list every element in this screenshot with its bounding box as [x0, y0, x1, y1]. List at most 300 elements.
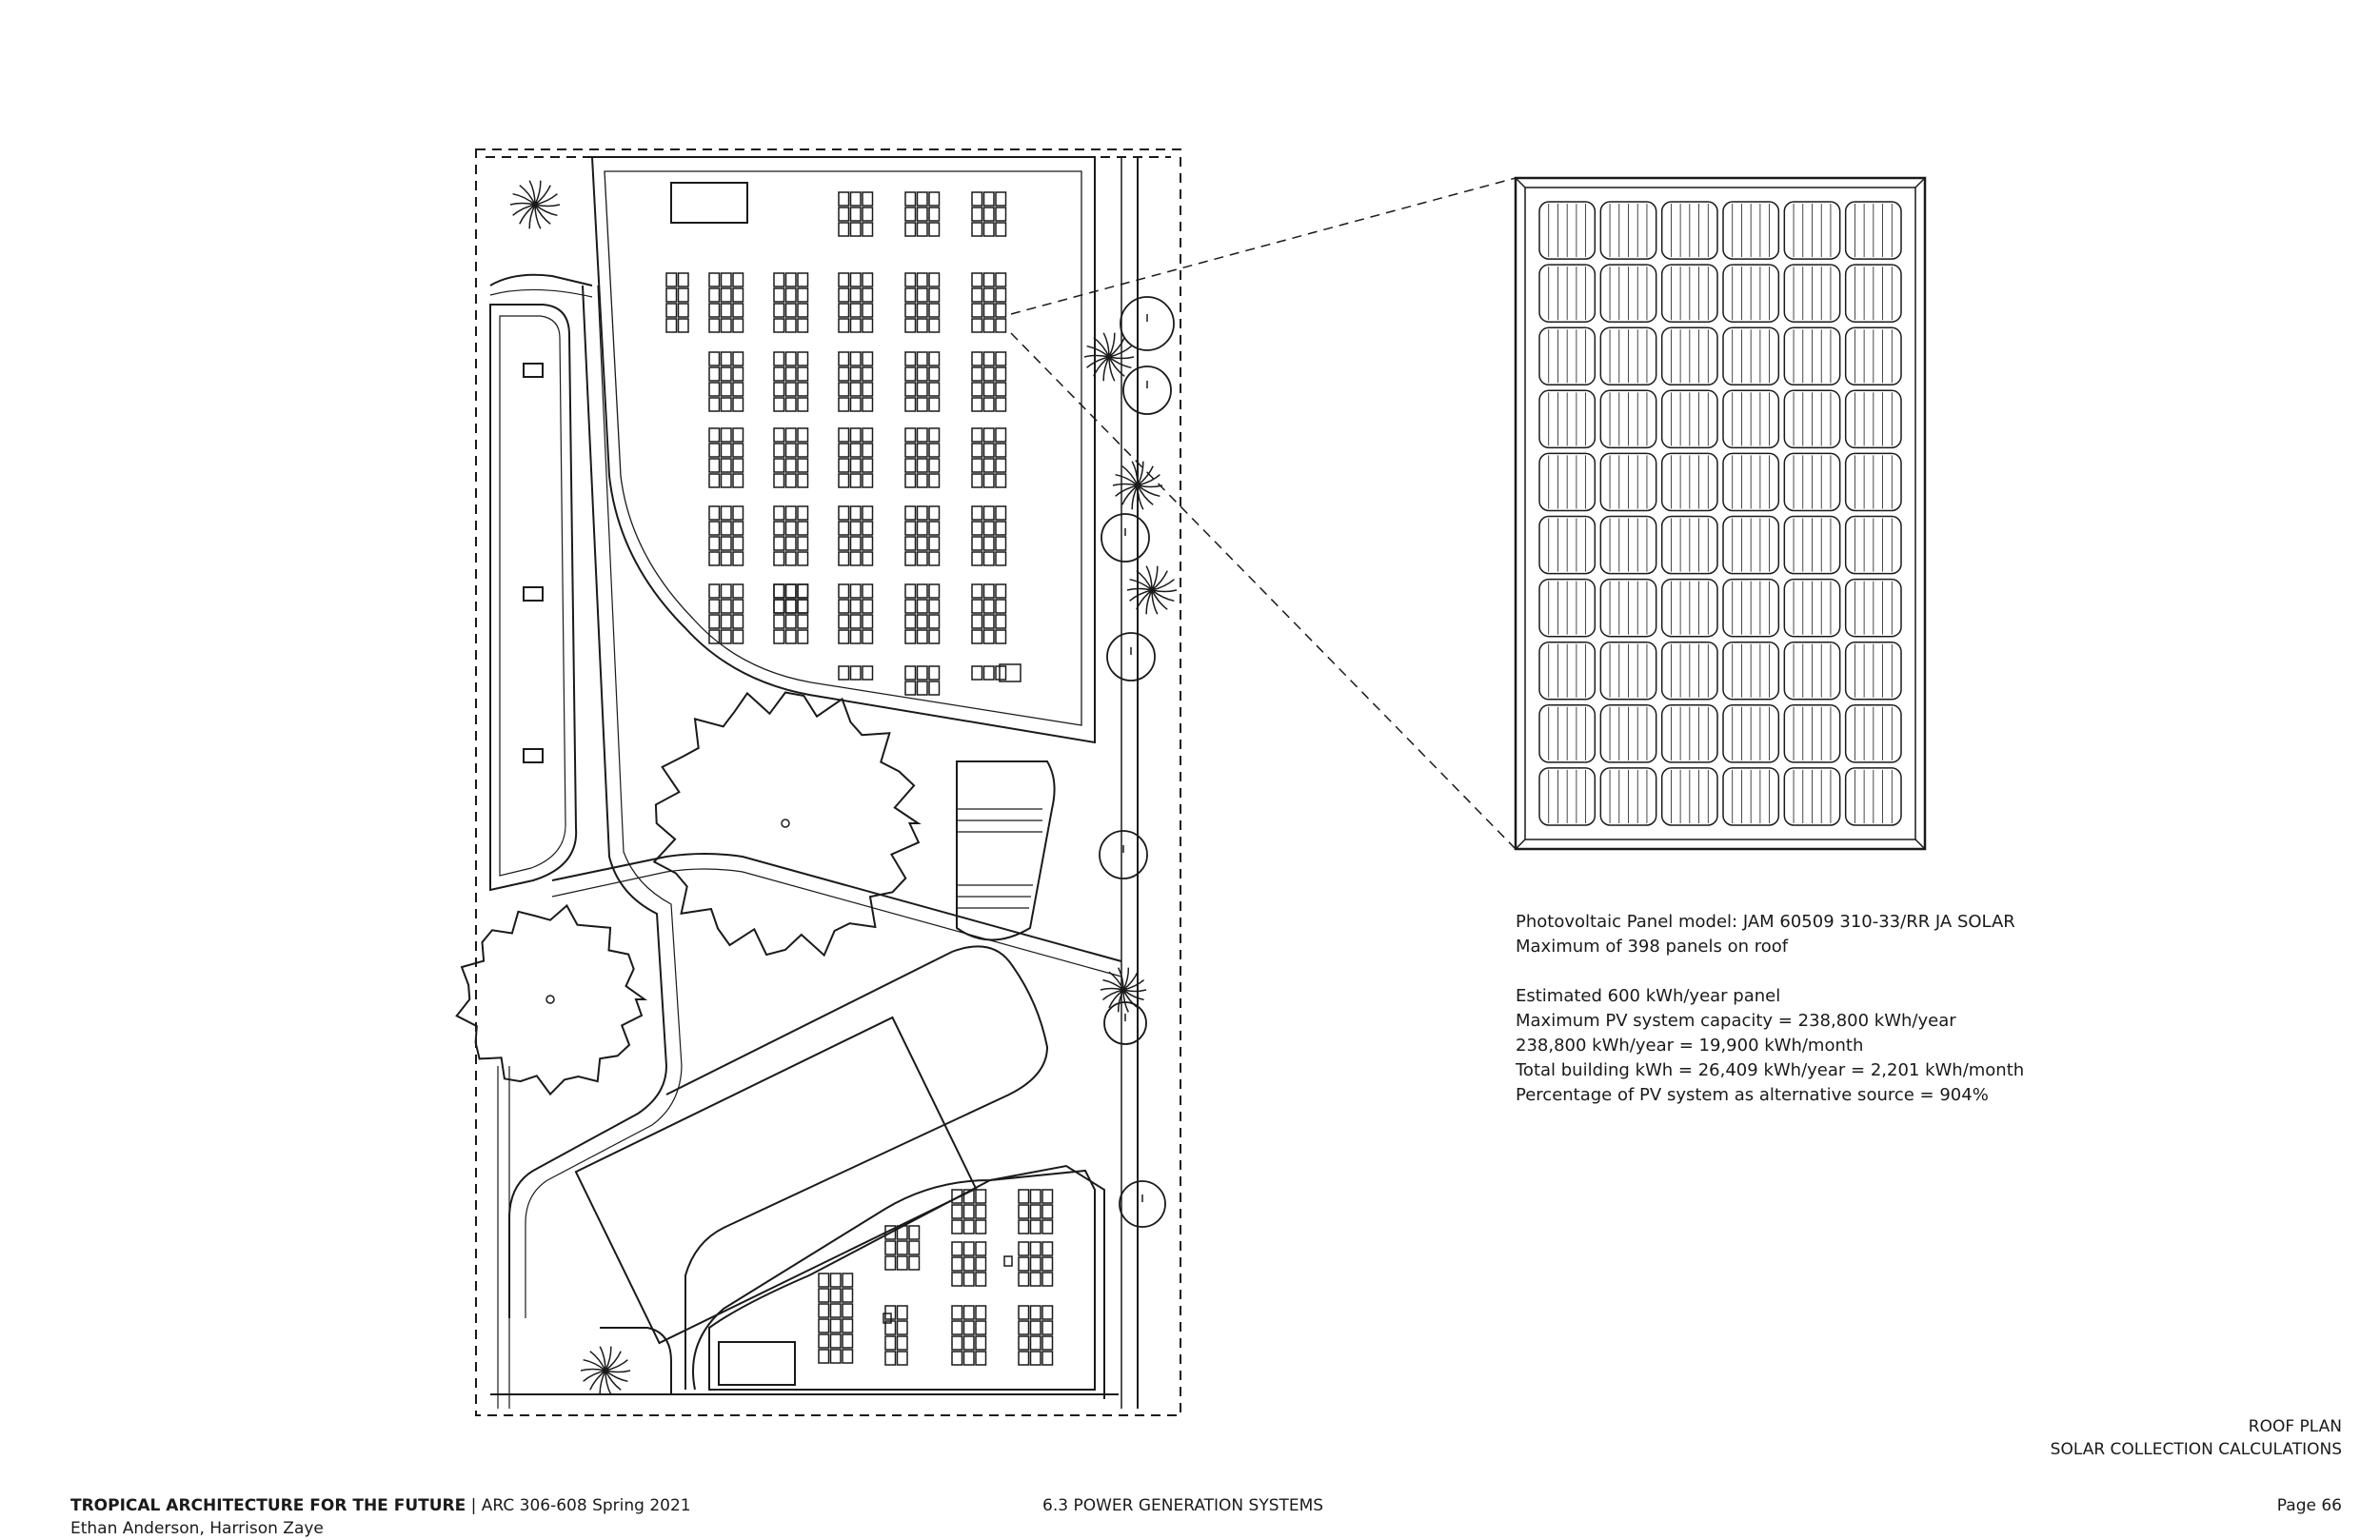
- roof-pv-panel: [839, 428, 849, 442]
- roof-pv-panel: [798, 615, 808, 628]
- roof-pv-panel: [798, 428, 808, 442]
- roof-pv-panel: [798, 506, 808, 520]
- roof-pv-panel: [929, 630, 940, 643]
- roof-pv-panel: [851, 288, 862, 302]
- roof-pv-panel: [722, 537, 732, 550]
- roof-pv-panel: [1019, 1242, 1029, 1255]
- roof-pv-panel: [786, 319, 797, 332]
- roof-pv-panel: [733, 537, 744, 550]
- roof-pv-panel: [918, 459, 928, 472]
- roof-pv-panel: [733, 398, 744, 411]
- roof-pv-panel: [786, 522, 797, 535]
- roof-pv-panel: [786, 367, 797, 381]
- roof-pv-panel: [905, 600, 916, 613]
- roof-pv-panel: [839, 192, 849, 206]
- palm-frond: [1084, 355, 1109, 357]
- path-west-curve: [509, 286, 666, 1318]
- roof-pv-panel: [929, 367, 940, 381]
- roof-pv-panel: [929, 383, 940, 396]
- roof-pv-panel: [851, 615, 862, 628]
- roof-pv-panel: [798, 304, 808, 317]
- roof-pv-panel: [996, 192, 1006, 206]
- roof-pv-panel: [851, 398, 862, 411]
- path-center: [666, 946, 1047, 1390]
- roof-pv-panel: [831, 1350, 842, 1363]
- roof-pv-panel: [905, 207, 916, 221]
- path-diagonal-inner: [552, 869, 1121, 977]
- skylight-3: [524, 749, 543, 762]
- roof-pv-panel: [786, 273, 797, 286]
- roof-pv-panel: [863, 630, 873, 643]
- roof-pv-panel: [733, 319, 744, 332]
- roof-pv-panel: [774, 506, 784, 520]
- roof-pv-panel: [972, 459, 982, 472]
- roof-pv-panel: [863, 537, 873, 550]
- main-roof-outline: [592, 157, 1095, 742]
- roof-pv-panel: [952, 1220, 962, 1234]
- roof-pv-panel: [863, 459, 873, 472]
- palm-frond: [1113, 484, 1138, 485]
- roof-pv-panel: [929, 304, 940, 317]
- northwest-walkway: [490, 275, 592, 286]
- spec-capacity: Maximum PV system capacity = 238,800 kWh/year: [1516, 1011, 1956, 1031]
- roof-pv-panel: [905, 537, 916, 550]
- roof-pv-panel: [798, 552, 808, 565]
- roof-pv-panel: [679, 319, 689, 332]
- roof-pv-panel: [918, 304, 928, 317]
- roof-pv-panel: [709, 522, 720, 535]
- roof-pv-panel: [984, 474, 995, 487]
- roof-pv-panel: [786, 288, 797, 302]
- roof-pv-panel: [996, 444, 1006, 457]
- roof-pv-panel: [733, 352, 744, 365]
- roof-pv-panel: [851, 192, 862, 206]
- roof-pv-panel: [786, 459, 797, 472]
- roof-pv-panel: [1031, 1205, 1041, 1218]
- roof-pv-panel: [863, 273, 873, 286]
- roof-pv-panel: [863, 304, 873, 317]
- roof-pv-panel: [918, 537, 928, 550]
- roof-pv-panel: [972, 666, 982, 680]
- roof-pv-panel: [918, 398, 928, 411]
- roof-pv-panel: [722, 615, 732, 628]
- roof-pv-panel: [929, 615, 940, 628]
- roof-pv-panel: [984, 444, 995, 457]
- skylight-2: [524, 587, 543, 601]
- roof-pv-panel: [839, 600, 849, 613]
- roof-pv-panel: [798, 600, 808, 613]
- roof-pv-panel: [798, 459, 808, 472]
- roof-pv-panel: [905, 383, 916, 396]
- roof-pv-panel: [984, 398, 995, 411]
- roof-pv-panel: [905, 584, 916, 598]
- roof-pv-panel: [996, 383, 1006, 396]
- roof-pv-panel: [996, 367, 1006, 381]
- roof-pv-panel: [798, 600, 808, 613]
- roof-pv-panel: [722, 304, 732, 317]
- roof-pv-panel: [863, 398, 873, 411]
- roof-pv-panel: [976, 1306, 986, 1319]
- roof-pv-panel: [851, 630, 862, 643]
- street-tree: [1101, 514, 1149, 562]
- roof-pv-panel: [709, 615, 720, 628]
- roof-pv-panel: [733, 304, 744, 317]
- roof-pv-panel: [819, 1334, 829, 1348]
- roof-pv-panel: [786, 428, 797, 442]
- roof-pv-panel: [839, 459, 849, 472]
- spec-percentage: Percentage of PV system as alternative source = 904%: [1516, 1085, 1989, 1105]
- roof-pv-panel: [905, 304, 916, 317]
- palm-frond: [535, 205, 560, 207]
- roof-pv-panel: [972, 552, 982, 565]
- roof-pv-panel: [774, 537, 784, 550]
- roof-pv-panel: [774, 444, 784, 457]
- roof-pv-panel: [786, 600, 797, 613]
- roof-pv-panel: [709, 474, 720, 487]
- roof-pv-panel: [1019, 1321, 1029, 1334]
- spec-max-panels: Maximum of 398 panels on roof: [1516, 937, 1789, 957]
- roof-pv-panel: [1042, 1220, 1053, 1234]
- roof-pv-panel: [972, 522, 982, 535]
- roof-pv-panel: [733, 630, 744, 643]
- detail-leader-top: [1011, 178, 1516, 314]
- roof-pv-panel: [898, 1306, 908, 1319]
- roof-pv-panel: [976, 1321, 986, 1334]
- roof-pv-panel: [863, 207, 873, 221]
- roof-pv-panel: [929, 666, 940, 680]
- roof-pv-panel: [918, 352, 928, 365]
- detail-leader-bottom: [1011, 333, 1516, 849]
- roof-pv-panel: [929, 273, 940, 286]
- roof-pv-panel: [774, 304, 784, 317]
- roof-pv-panel: [839, 367, 849, 381]
- spec-monthly: 238,800 kWh/year = 19,900 kWh/month: [1516, 1036, 1864, 1056]
- roof-pv-panel: [918, 319, 928, 332]
- roof-pv-panel: [918, 681, 928, 695]
- roof-pv-panel: [851, 352, 862, 365]
- roof-pv-panel: [984, 522, 995, 535]
- roof-pv-panel: [851, 537, 862, 550]
- roof-pv-panel: [863, 352, 873, 365]
- sheet-title-line2: SOLAR COLLECTION CALCULATIONS: [2050, 1440, 2342, 1459]
- course-info: | ARC 306-608 Spring 2021: [466, 1496, 691, 1515]
- roof-pv-panel: [996, 207, 1006, 221]
- roof-pv-panel: [1019, 1352, 1029, 1365]
- roof-pv-panel: [709, 352, 720, 365]
- roof-pv-panel: [843, 1334, 853, 1348]
- street-tree: [1120, 1181, 1165, 1227]
- skylight-1: [524, 364, 543, 377]
- roof-pv-panel: [905, 666, 916, 680]
- roof-pv-panel: [851, 552, 862, 565]
- roof-pv-panel: [679, 304, 689, 317]
- roof-pv-panel: [666, 304, 677, 317]
- roof-pv-panel: [774, 352, 784, 365]
- roof-pv-panel: [863, 192, 873, 206]
- roof-pv-panel: [929, 600, 940, 613]
- roof-pv-panel: [996, 398, 1006, 411]
- roof-pv-panel: [996, 304, 1006, 317]
- roof-pv-panel: [996, 600, 1006, 613]
- roof-pv-panel: [851, 474, 862, 487]
- roof-pv-panel: [839, 552, 849, 565]
- roof-pv-panel: [996, 666, 1006, 680]
- roof-pv-panel: [709, 584, 720, 598]
- roof-pv-panel: [774, 552, 784, 565]
- roof-pv-panel: [984, 666, 995, 680]
- roof-pv-panel: [851, 207, 862, 221]
- roof-pv-panel: [774, 288, 784, 302]
- roof-pv-panel: [1031, 1352, 1041, 1365]
- roof-pv-panel: [863, 522, 873, 535]
- roof-pv-panel: [709, 552, 720, 565]
- pv-specification: [1516, 910, 2024, 1108]
- roof-pv-panel: [984, 288, 995, 302]
- roof-pv-panel: [819, 1319, 829, 1333]
- roof-pv-panel: [1019, 1336, 1029, 1350]
- roof-pv-panel: [905, 522, 916, 535]
- roof-pv-panel: [918, 428, 928, 442]
- roof-pv-panel: [722, 584, 732, 598]
- palm-frond: [581, 1369, 605, 1371]
- roof-pv-panel: [885, 1241, 896, 1254]
- roof-pv-panel: [851, 223, 862, 236]
- roof-pv-panel: [972, 428, 982, 442]
- roof-pv-panel: [909, 1226, 920, 1239]
- roof-pv-panel: [863, 444, 873, 457]
- roof-pv-panel: [905, 367, 916, 381]
- roof-pv-panel: [1031, 1306, 1041, 1319]
- roof-pv-panel: [1031, 1273, 1041, 1286]
- panel-frame-corner: [1915, 178, 1925, 188]
- roof-pv-panel: [786, 584, 797, 598]
- roof-pv-panel: [839, 615, 849, 628]
- roof-pv-panel: [786, 584, 797, 598]
- roof-pv-panel: [839, 666, 849, 680]
- roof-pv-panel: [709, 304, 720, 317]
- roof-pv-panel: [976, 1242, 986, 1255]
- roof-pv-panel: [1031, 1242, 1041, 1255]
- roof-pv-panel: [722, 600, 732, 613]
- roof-pv-panel: [1042, 1257, 1053, 1271]
- roof-pv-panel: [722, 506, 732, 520]
- roof-pv-panel: [984, 223, 995, 236]
- roof-pv-panel: [905, 459, 916, 472]
- roof-pv-panel: [909, 1256, 920, 1270]
- roof-pv-panel: [709, 383, 720, 396]
- roof-pv-panel: [1042, 1273, 1053, 1286]
- roof-pv-panel: [851, 304, 862, 317]
- roof-pv-panel: [863, 428, 873, 442]
- roof-pv-panel: [851, 319, 862, 332]
- roof-pv-panel: [905, 630, 916, 643]
- roof-pv-panel: [733, 506, 744, 520]
- roof-pv-panel: [819, 1304, 829, 1317]
- roof-pv-panel: [798, 273, 808, 286]
- roof-pv-panel: [929, 398, 940, 411]
- roof-pv-panel: [929, 444, 940, 457]
- roof-pv-panel: [976, 1352, 986, 1365]
- roof-pv-panel: [996, 584, 1006, 598]
- spec-building: Total building kWh = 26,409 kWh/year = 2,201 kWh/month: [1516, 1060, 2025, 1080]
- main-roof-inner-edge: [605, 171, 1081, 725]
- roof-pv-panel: [972, 584, 982, 598]
- roof-pv-panel: [996, 474, 1006, 487]
- roof-pv-panel: [918, 223, 928, 236]
- roof-pv-panel: [831, 1273, 842, 1287]
- roof-pv-panel: [786, 474, 797, 487]
- roof-pv-panel: [733, 522, 744, 535]
- roof-pv-panel: [774, 600, 784, 613]
- roof-pv-panel: [976, 1205, 986, 1218]
- roof-pv-panel: [905, 319, 916, 332]
- roof-pv-panel: [733, 288, 744, 302]
- roof-pv-panel: [709, 367, 720, 381]
- roof-pv-panel: [722, 383, 732, 396]
- roof-pv-panel: [984, 192, 995, 206]
- roof-pv-panel: [929, 192, 940, 206]
- roof-pv-panel: [952, 1257, 962, 1271]
- roof-pv-panel: [918, 630, 928, 643]
- roof-pv-panel: [972, 288, 982, 302]
- roof-pv-panel: [863, 600, 873, 613]
- roof-pv-panel: [851, 444, 862, 457]
- roof-pv-panel: [929, 428, 940, 442]
- roof-pv-panel: [1019, 1205, 1029, 1218]
- roof-pv-panel: [984, 552, 995, 565]
- trellis-structure: [957, 761, 1055, 940]
- roof-pv-panel: [851, 367, 862, 381]
- sheet-title: [1799, 1415, 2342, 1461]
- roof-pv-panel: [996, 273, 1006, 286]
- roof-pv-panel: [972, 192, 982, 206]
- roof-pv-panel: [839, 383, 849, 396]
- roof-pv-panel: [774, 474, 784, 487]
- path-diagonal: [552, 854, 1121, 961]
- roof-pv-panel: [839, 474, 849, 487]
- roof-pv-panel: [722, 319, 732, 332]
- roof-pv-panel: [798, 383, 808, 396]
- roof-pv-panel: [952, 1205, 962, 1218]
- roof-pv-panels: [666, 192, 1053, 1365]
- roof-pv-panel: [984, 383, 995, 396]
- roof-pv-panel: [831, 1304, 842, 1317]
- roof-pv-panel: [786, 304, 797, 317]
- roof-pv-panel: [918, 615, 928, 628]
- roof-pv-panel: [839, 537, 849, 550]
- roof-pv-panel: [996, 537, 1006, 550]
- roof-pv-panel: [786, 383, 797, 396]
- roof-pv-panel: [774, 600, 784, 613]
- roof-pv-panel: [918, 474, 928, 487]
- roof-pv-panel: [972, 474, 982, 487]
- roof-pv-panel: [863, 383, 873, 396]
- roof-pv-panel: [984, 630, 995, 643]
- roof-vent: [1004, 1256, 1012, 1266]
- roof-pv-panel: [786, 352, 797, 365]
- roof-pv-panel: [972, 600, 982, 613]
- roof-pv-panel: [733, 600, 744, 613]
- roof-pv-panel: [972, 273, 982, 286]
- roof-pv-panel: [851, 600, 862, 613]
- roof-pv-panel: [1019, 1220, 1029, 1234]
- roof-pv-panel: [885, 1256, 896, 1270]
- roof-pv-panel: [851, 506, 862, 520]
- roof-pv-panel: [722, 459, 732, 472]
- roof-pv-panel: [929, 223, 940, 236]
- pv-panel-detail: [1516, 178, 1925, 849]
- roof-pv-panel: [666, 319, 677, 332]
- roof-pv-panel: [905, 192, 916, 206]
- roof-pv-panel: [786, 506, 797, 520]
- roof-pv-panel: [964, 1321, 975, 1334]
- roof-pv-panel: [929, 352, 940, 365]
- roof-pv-panel: [774, 615, 784, 628]
- roof-pv-panel: [839, 584, 849, 598]
- roof-pv-panel: [679, 288, 689, 302]
- roof-pv-panel: [843, 1319, 853, 1333]
- roof-pv-panel: [905, 223, 916, 236]
- roof-pv-panel: [863, 584, 873, 598]
- roof-pv-panel: [905, 506, 916, 520]
- roof-pv-panel: [972, 506, 982, 520]
- roof-pv-panel: [905, 552, 916, 565]
- roof-pv-panel: [709, 398, 720, 411]
- roof-pv-panel: [722, 352, 732, 365]
- street-tree: [1121, 297, 1174, 350]
- street-tree: [1100, 831, 1147, 879]
- roof-pv-panel: [786, 444, 797, 457]
- roof-pv-panel: [722, 273, 732, 286]
- roof-pv-panel: [885, 1352, 896, 1365]
- roof-pv-panel: [952, 1352, 962, 1365]
- roof-pv-panel: [819, 1273, 829, 1287]
- roof-pv-panel: [918, 273, 928, 286]
- roof-pv-panel: [918, 444, 928, 457]
- roof-pv-panel: [964, 1273, 975, 1286]
- roof-pv-panel: [996, 288, 1006, 302]
- roof-pv-panel: [722, 474, 732, 487]
- sheet-title-line1: ROOF PLAN: [2248, 1417, 2342, 1436]
- panel-frame-corner: [1915, 839, 1925, 849]
- roof-pv-panel: [964, 1336, 975, 1350]
- roof-pv-panel: [1031, 1220, 1041, 1234]
- roof-pv-panel: [722, 398, 732, 411]
- roof-pv-panel: [851, 383, 862, 396]
- roof-pv-panel: [929, 459, 940, 472]
- roof-pv-panel: [733, 459, 744, 472]
- roof-pv-panel: [996, 223, 1006, 236]
- roof-pv-panel: [996, 319, 1006, 332]
- roof-pv-panel: [839, 444, 849, 457]
- roof-pv-panel: [839, 522, 849, 535]
- roof-pv-panel: [905, 398, 916, 411]
- roof-pv-panel: [929, 537, 940, 550]
- roof-pv-panel: [952, 1321, 962, 1334]
- spec-estimate: Estimated 600 kWh/year panel: [1516, 986, 1781, 1006]
- roof-pv-panel: [964, 1306, 975, 1319]
- roof-pv-panel: [709, 288, 720, 302]
- roof-pv-panel: [798, 352, 808, 365]
- roof-pv-panel: [996, 630, 1006, 643]
- tree-canopy: [654, 693, 919, 956]
- roof-pv-panel: [972, 352, 982, 365]
- roof-pv-panel: [851, 584, 862, 598]
- roof-pv-panel: [929, 207, 940, 221]
- roof-pv-panel: [909, 1241, 920, 1254]
- roof-pv-panel: [929, 522, 940, 535]
- roof-pv-panel: [863, 615, 873, 628]
